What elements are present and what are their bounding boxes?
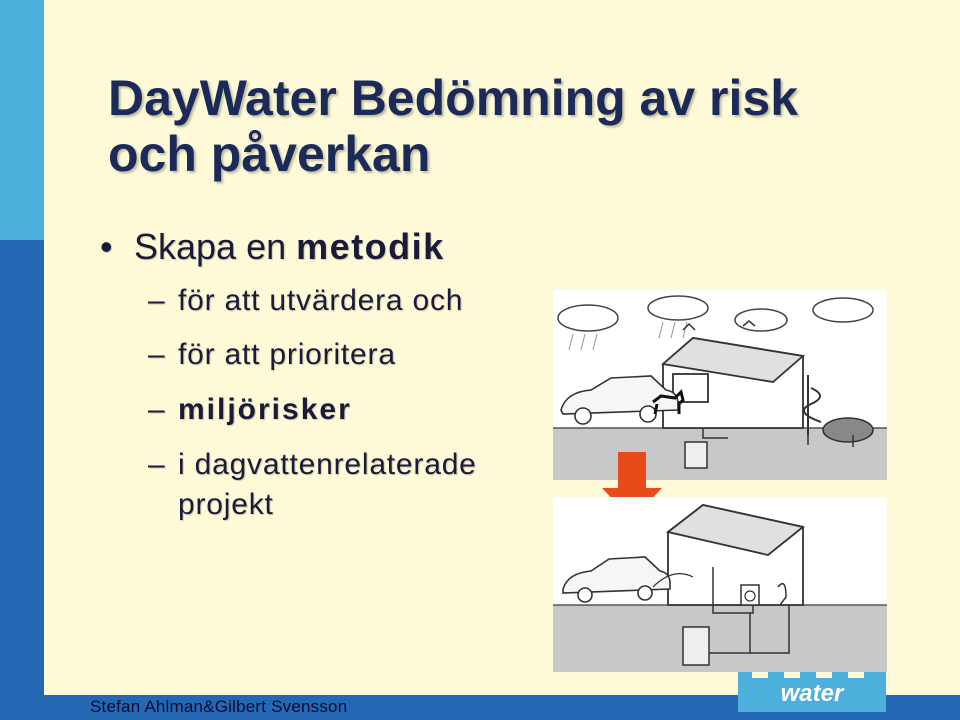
- subitem-3: [148, 393, 352, 427]
- subitem-text: miljörisker: [178, 393, 352, 426]
- subitem-text: för att prioritera: [178, 338, 396, 371]
- illustration-after: [553, 497, 887, 672]
- dash-icon: –: [148, 338, 166, 371]
- bullet-prefix: Skapa en: [134, 226, 297, 267]
- dash-icon: –: [148, 284, 166, 317]
- title-bold: Bedömning av risk och påverkan: [108, 70, 799, 182]
- house-reuse-illustration: [553, 497, 887, 672]
- title-light: DayWater: [108, 70, 351, 126]
- bullet-bold: metodik: [296, 226, 445, 267]
- dash-icon: –: [148, 393, 166, 426]
- bullet-main: [100, 226, 445, 268]
- sidebar-accent-top: [0, 0, 44, 240]
- logo-text: water: [780, 680, 844, 707]
- bullet-dot-icon: •: [100, 226, 113, 267]
- subitem-text: i dagvattenrelaterade: [178, 448, 477, 481]
- subitem-2: [148, 338, 396, 372]
- sidebar-accent-bottom: [0, 240, 44, 695]
- urban-water-logo: [738, 672, 886, 712]
- dash-icon: –: [148, 448, 166, 481]
- subitem-4: [148, 448, 477, 482]
- subitem-4-continuation: projekt: [178, 488, 274, 521]
- slide-title: [108, 70, 868, 182]
- subitem-1: [148, 284, 463, 318]
- footer-authors: Stefan Ahlman&Gilbert Svensson: [90, 697, 348, 716]
- subitem-text: för att utvärdera och: [178, 284, 464, 317]
